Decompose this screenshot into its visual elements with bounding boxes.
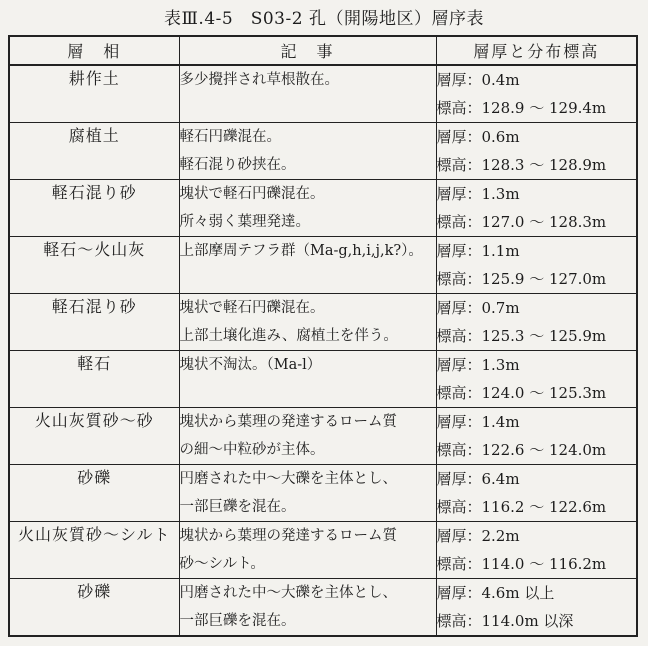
- description-cell: [179, 65, 436, 123]
- description-cell: [179, 237, 436, 294]
- layer-thickness: 層厚：1.4m: [436, 413, 520, 431]
- elevation-range: 標高：114.0 ～ 116.2m: [436, 555, 607, 573]
- facies-cell: 砂礫: [9, 579, 179, 637]
- elevation-range: 標高：125.9 ～ 127.0m: [436, 270, 607, 288]
- description-cell: [179, 408, 436, 465]
- description-line: 多少攪拌され草根散在。: [179, 72, 339, 88]
- thickness-cell: [436, 408, 637, 465]
- description-line: 円磨された中～大礫を主体とし、: [179, 585, 397, 601]
- table-row: [9, 123, 637, 180]
- description-line: 一部巨礫を混在。: [179, 613, 296, 629]
- description-line: 上部摩周テフラ群（Ma-g,h,i,j,k?）。: [179, 243, 423, 259]
- elevation-range: 標高：125.3 ～ 125.9m: [436, 327, 607, 345]
- layer-thickness: 層厚：6.4m: [436, 470, 520, 488]
- thickness-cell: [436, 579, 637, 637]
- description-line: 円磨された中～大礫を主体とし、: [179, 471, 397, 487]
- facies-cell: 軽石～火山灰: [9, 237, 179, 294]
- description-line: 軽石混り砂挟在。: [179, 157, 296, 173]
- table-row: [9, 579, 637, 637]
- elevation-range: 標高：114.0m 以深: [436, 612, 574, 630]
- description-cell: [179, 294, 436, 351]
- description-cell: [179, 123, 436, 180]
- description-line: 塊状で軽石円礫混在。: [179, 186, 325, 202]
- description-line: 一部巨礫を混在。: [179, 499, 296, 515]
- table-title: 表Ⅲ.4-5 S03-2 孔（開陽地区）層序表: [164, 9, 484, 29]
- facies-cell: 火山灰質砂～砂: [9, 408, 179, 465]
- description-line: の細～中粒砂が主体。: [179, 442, 325, 458]
- table-row: [9, 408, 637, 465]
- description-cell: [179, 465, 436, 522]
- elevation-range: 標高：128.9 ～ 129.4m: [436, 99, 607, 117]
- layer-thickness: 層厚：1.3m: [436, 185, 520, 203]
- layer-thickness: 層厚：2.2m: [436, 527, 520, 545]
- layer-thickness: 層厚：0.4m: [436, 71, 520, 89]
- description-cell: [179, 351, 436, 408]
- description-cell: [179, 522, 436, 579]
- facies-cell: 火山灰質砂～シルト: [9, 522, 179, 579]
- layer-thickness: 層厚：0.7m: [436, 299, 520, 317]
- facies-cell: 軽石混り砂: [9, 180, 179, 237]
- table-row: [9, 65, 637, 123]
- header-facies: 層 相: [9, 36, 179, 65]
- description-line: 塊状不淘汰。（Ma-l）: [179, 357, 322, 373]
- thickness-cell: [436, 294, 637, 351]
- table-row: [9, 294, 637, 351]
- thickness-cell: [436, 180, 637, 237]
- description-line: 砂～シルト。: [179, 556, 265, 572]
- description-line: 塊状から葉理の発達するローム質: [179, 528, 397, 544]
- description-line: 塊状で軽石円礫混在。: [179, 300, 325, 316]
- table-row: [9, 351, 637, 408]
- facies-cell: 腐植土: [9, 123, 179, 180]
- description-cell: [179, 579, 436, 637]
- description-line: 上部土壌化進み、腐植土を伴う。: [179, 328, 398, 344]
- facies-cell: 軽石: [9, 351, 179, 408]
- header-row: [9, 36, 637, 65]
- table-row: [9, 465, 637, 522]
- table-row: [9, 237, 637, 294]
- description-line: 所々弱く葉理発達。: [179, 214, 310, 230]
- thickness-cell: [436, 351, 637, 408]
- layer-thickness: 層厚：0.6m: [436, 128, 520, 146]
- facies-cell: 耕作土: [9, 65, 179, 123]
- elevation-range: 標高：116.2 ～ 122.6m: [436, 498, 607, 516]
- elevation-range: 標高：128.3 ～ 128.9m: [436, 156, 607, 174]
- elevation-range: 標高：122.6 ～ 124.0m: [436, 441, 607, 459]
- layer-thickness: 層厚：4.6m 以上: [436, 584, 555, 602]
- thickness-cell: [436, 522, 637, 579]
- facies-cell: 軽石混り砂: [9, 294, 179, 351]
- layer-thickness: 層厚：1.1m: [436, 242, 520, 260]
- elevation-range: 標高：124.0 ～ 125.3m: [436, 384, 607, 402]
- elevation-range: 標高：127.0 ～ 128.3m: [436, 213, 607, 231]
- thickness-cell: [436, 237, 637, 294]
- table-row: [9, 180, 637, 237]
- description-line: 塊状から葉理の発達するローム質: [179, 414, 397, 430]
- header-thickness-elevation: 層厚と分布標高: [436, 36, 637, 65]
- description-cell: [179, 180, 436, 237]
- header-description: 記 事: [179, 36, 436, 65]
- thickness-cell: [436, 123, 637, 180]
- layer-thickness: 層厚：1.3m: [436, 356, 520, 374]
- stratigraphy-table: [8, 35, 638, 637]
- thickness-cell: [436, 465, 637, 522]
- description-line: 軽石円礫混在。: [179, 129, 281, 145]
- thickness-cell: [436, 65, 637, 123]
- table-row: [9, 522, 637, 579]
- facies-cell: 砂礫: [9, 465, 179, 522]
